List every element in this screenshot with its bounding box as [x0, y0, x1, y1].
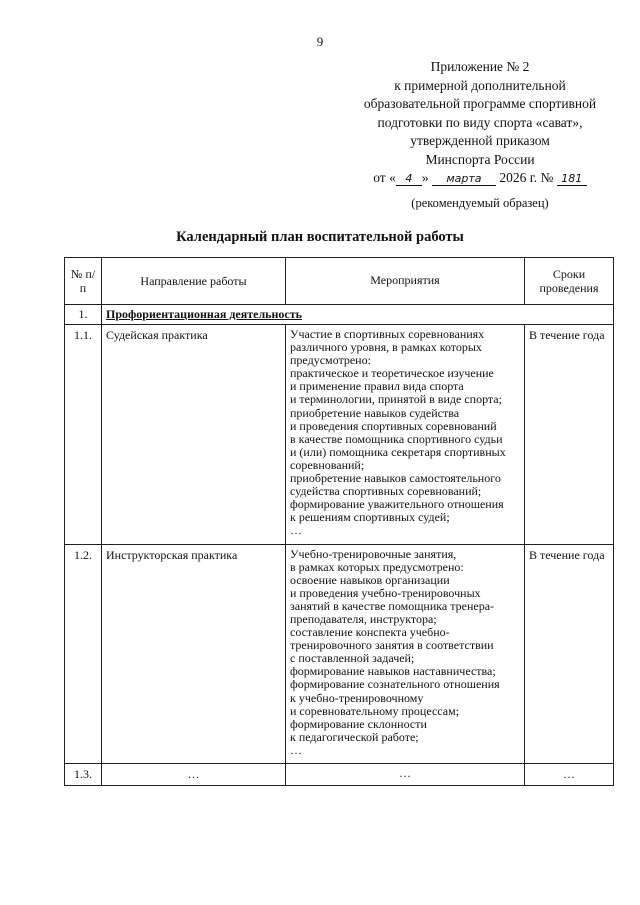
section-name: Профориентационная деятельность [102, 305, 614, 325]
event-line: формирование навыков наставничества; [290, 664, 496, 679]
event-line: тренировочного занятия в соответствии [290, 638, 494, 653]
appendix-line: Приложение № 2 [430, 59, 530, 74]
event-line: Учебно-тренировочные занятия, [290, 546, 457, 561]
handwritten-day: 4 [396, 172, 422, 186]
event-line: освоение навыков организации [290, 572, 450, 587]
date-mid: » [421, 170, 429, 185]
table-row [65, 544, 614, 764]
header-events: Мероприятия [286, 258, 525, 305]
page-number: 9 [316, 34, 324, 49]
event-line: и проведения спортивных соревнований [290, 418, 497, 433]
header-num: № п/п [65, 258, 102, 305]
event-line: в качестве помощника спортивного судьи [290, 431, 503, 446]
table-row [65, 325, 614, 545]
header-timing: Сроки проведения [525, 258, 614, 305]
appendix-line: к примерной дополнительной [394, 77, 566, 93]
row-events [286, 544, 525, 764]
event-line: к педагогической работе; [290, 729, 419, 744]
row-direction: Инструкторская практика [102, 544, 286, 764]
event-line: и проведения учебно-тренировочных [290, 585, 481, 600]
sample-note: (рекомендуемый образец) [411, 196, 549, 210]
event-line: соревнований; [290, 457, 365, 472]
row-num: 1.1. [65, 325, 102, 545]
event-line: приобретение навыков самостоятельного [290, 471, 501, 486]
row-direction: … [102, 764, 286, 786]
appendix-line: Минспорта России [425, 151, 535, 167]
event-line: в рамках которых предусмотрено: [290, 559, 464, 574]
event-line: и (или) помощника секретаря спортивных [290, 444, 506, 459]
event-line: формирование уважительного отношения [290, 497, 504, 512]
event-line: и применение правил вида спорта [290, 379, 464, 394]
row-num: 1.3. [65, 764, 102, 786]
row-events [286, 325, 525, 545]
calendar-plan-table [64, 257, 614, 786]
header-direction: Направление работы [102, 258, 286, 305]
event-line: составление конспекта учебно- [290, 625, 450, 640]
event-line: … [290, 742, 302, 757]
appendix-date-line [330, 169, 630, 188]
row-timing: … [525, 764, 614, 786]
handwritten-month: марта [432, 172, 496, 186]
event-line: и терминологии, принятой в виде спорта; [290, 392, 502, 407]
date-year: 2026 г. № [499, 170, 554, 185]
event-line: к решениям спортивных судей; [290, 510, 450, 525]
event-line: предусмотрено: [290, 353, 371, 368]
row-timing: В течение года [525, 325, 614, 545]
appendix-line: образовательной программе спортивной [363, 96, 597, 111]
event-line: различного уровня, в рамках которых [290, 340, 482, 355]
event-line: формирование сознательного отношения [290, 677, 500, 692]
table-row [65, 764, 614, 786]
event-line: к учебно-тренировочному [290, 690, 424, 705]
row-num: 1.2. [65, 544, 102, 764]
event-line: преподавателя, инструктора; [290, 611, 437, 626]
appendix-block [330, 58, 630, 188]
table-header-row [65, 258, 614, 305]
event-line: занятий в качестве помощника тренера- [290, 598, 495, 613]
handwritten-order-number: 181 [557, 172, 587, 186]
section-row [65, 305, 614, 325]
event-line: практическое и теоретическое изучение [290, 366, 494, 381]
event-line: судейства спортивных соревнований; [290, 484, 482, 499]
appendix-line: утвержденной приказом [410, 133, 550, 148]
event-line: Участие в спортивных соревнованиях [290, 327, 485, 341]
event-line: и соревновательному процессам; [290, 703, 460, 718]
row-timing: В течение года [525, 544, 614, 764]
page-title: Календарный план воспитательной работы [176, 229, 464, 245]
event-line: формирование склонности [290, 716, 427, 731]
appendix-line: подготовки по виду спорта «сават», [377, 114, 583, 130]
event-line: с поставленной задачей; [290, 651, 415, 666]
event-line: приобретение навыков судейства [290, 405, 460, 420]
event-line: … [290, 523, 302, 538]
row-direction: Судейская практика [102, 325, 286, 545]
row-events: … [286, 764, 525, 786]
section-num: 1. [65, 305, 102, 325]
date-prefix: от « [373, 170, 396, 185]
